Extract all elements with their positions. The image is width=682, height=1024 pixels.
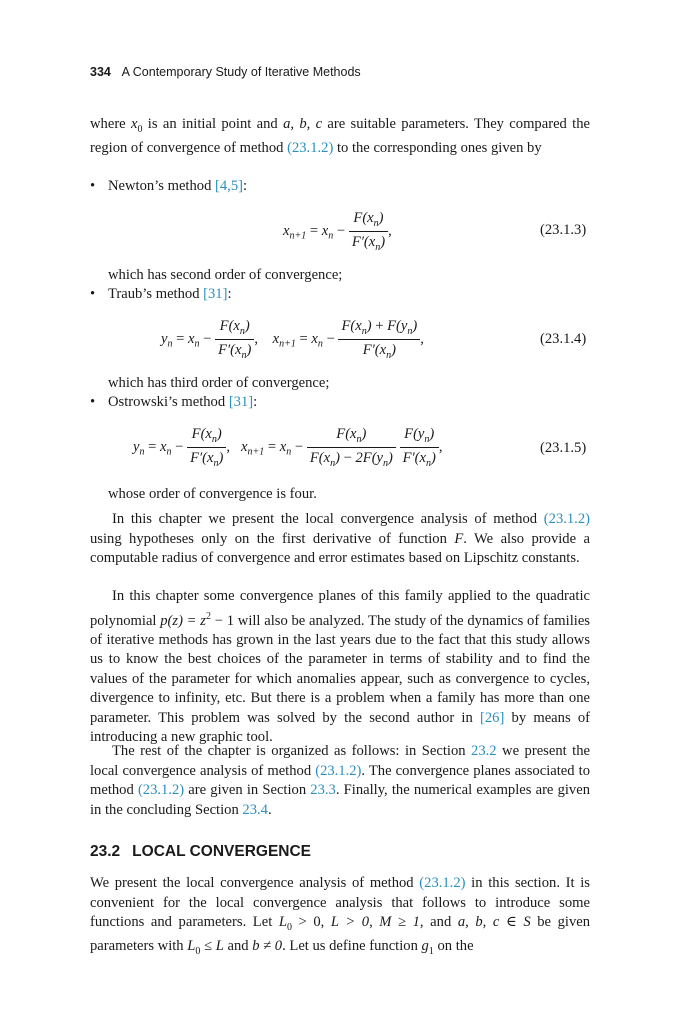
running-title: A Contemporary Study of Iterative Methods bbox=[121, 65, 361, 79]
equation-reference-link[interactable]: (23.1.2) bbox=[287, 140, 334, 157]
eq1-note: which has second order of convergence; bbox=[108, 267, 343, 283]
paragraph-local-convergence: In this chapter we present the local convergence analysis of method (23.1.2) using hypotheses only on the first derivative of function F. We also provide a computable radius of convergence and error estimates based on Lipschitz constants. bbox=[90, 511, 590, 566]
eq3-note: whose order of convergence is four. bbox=[108, 486, 317, 502]
equation-reference-link[interactable]: (23.1.2) bbox=[137, 782, 185, 798]
citation-link[interactable]: [4,5] bbox=[215, 178, 243, 194]
section-number: 23.2 bbox=[90, 843, 121, 860]
intro-paragraph: where $x_0$ is an initial point and a, b, c are suitable parameters. They compared the region of convergence of method (23.1.2) to the corresponding ones given by bbox=[90, 116, 590, 157]
equation-reference-link[interactable]: (23.1.2) bbox=[543, 511, 590, 527]
bullet-traub: • Traub’s method [31]: bbox=[90, 286, 232, 302]
eq2-note: which has third order of convergence; bbox=[108, 375, 330, 391]
citation-link[interactable]: [31] bbox=[228, 394, 254, 410]
equation-number: (23.1.5) bbox=[540, 440, 587, 456]
citation-link[interactable]: [26] bbox=[480, 709, 505, 726]
bullet-icon: • bbox=[90, 286, 96, 302]
paragraph-section-intro: We present the local convergence analysis of method (23.1.2) in this section. It is convenient for the local convergence analysis that follows to introduce some functions and parameters. Let $L_0 > 0$, L > 0, M ≥ 1, and a, b, c ∈ S be given parameters with $L_0 \le L$ and b ≠ 0. Let us define function $g_1$ on the bbox=[90, 875, 591, 958]
page-number: 334 bbox=[90, 65, 111, 79]
paragraph-convergence-planes: In this chapter some convergence planes of this family applied to the quadratic polynomial $p(z) = z^2 - 1$ will also be analyzed. The study of the dynamics of families of iterative methods has grown in the last years due to the fact that this study allows us to know the best choices of the parameter in terms of stability and to find the values of the parameter for which anomalies appear, such as convergence to cycles, divergence to infinity, etc. But there is a problem when a family has more than one parameter. This problem was solved by the second author in [26] by means of introducing a new graphic tool. bbox=[90, 588, 590, 746]
equation-traub: $y_n = x_n$ − $\frac{F(x_n)}{F'(x_n)}$ , $x_{n+1} = x_n$ − $\frac{F(x_n) + F(y_n)}{F'(x_n)}$ , bbox=[161, 318, 424, 361]
paragraph-organization: The rest of the chapter is organized as follows: in Section 23.2 we present the local convergence analysis of method (23.1.2). The convergence planes associated to method (23.1.2) are given in Section 23.3. Finally, the numerical examples are given in the concluding Section 23.4. bbox=[90, 743, 590, 818]
running-header bbox=[90, 65, 361, 79]
bullet-newton: • Newton’s method [4,5]: bbox=[90, 178, 248, 194]
bullet-ostrowski: • Ostrowski’s method [31]: bbox=[90, 394, 258, 410]
section-heading bbox=[90, 843, 311, 861]
equation-newton: $x_{n+1} = x_n$ − $\frac{F(x_n)}{F'(x_n)}$ , bbox=[283, 210, 392, 253]
section-link[interactable]: 23.3 bbox=[310, 782, 336, 798]
equation-reference-link[interactable]: (23.1.2) bbox=[315, 762, 362, 779]
section-link[interactable]: 23.2 bbox=[471, 743, 497, 759]
citation-link[interactable]: [31] bbox=[203, 286, 228, 302]
equation-ostrowski: $y_n = x_n$ − $\frac{F(x_n)}{F'(x_n)}$ , $x_{n+1} = x_n$ − $\frac{F(x_n)}{F(x_n) - 2F(y_n)}$ $\frac{F(y_n)}{F'(x_n)}$ , bbox=[133, 426, 443, 469]
section-link[interactable]: 23.4 bbox=[242, 801, 268, 818]
equation-reference-link[interactable]: (23.1.2) bbox=[419, 875, 466, 891]
equation-number: (23.1.3) bbox=[540, 222, 587, 238]
bullet-icon: • bbox=[90, 394, 96, 410]
bullet-icon: • bbox=[90, 178, 96, 194]
section-title: LOCAL CONVERGENCE bbox=[132, 843, 312, 860]
equation-number: (23.1.4) bbox=[540, 331, 587, 347]
